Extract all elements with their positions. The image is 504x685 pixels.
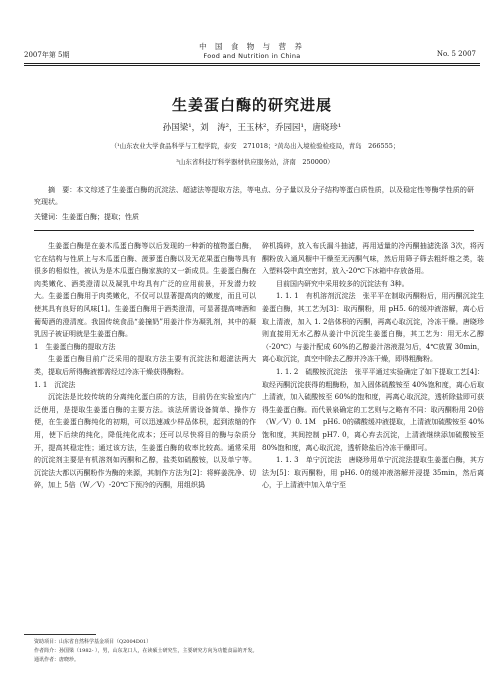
body-paragraph: 1. 1. 1 有机溶剂沉淀法 张平平在制取丙酮粉后，用丙酮沉淀生姜蛋白酶，其工艺为[3]：取丙酮粉，用 pH5. 6的缓冲液溶解，离心后取上清液，加入 1. 2倍体积的丙酮，再离心取沉淀，冷冻干燥。唐晓珍则直接用无水乙醇从姜汁中沉淀生姜蛋白酶，其工艺为：用无水乙醇（-20℃）与姜汁配成 60%的乙醇姜汁溶液混匀后，4℃放置 30min，离心取沉淀，真空中除去乙醇并冷冻干燥，即得粗酶粉。 [262, 292, 484, 364]
journal-title-cn: 中 国 食 物 与 营 养 [199, 42, 305, 51]
keywords: 关键词：生姜蛋白酶；提取；性质 [34, 213, 139, 221]
body-paragraph: 碎机捣碎，放入布氏漏斗抽滤，再用适量的冷丙酮抽滤洗涤 3次，将丙酮粉放入通风橱中干燥至无丙酮气味，然后用筛子筛去粗纤维之类，装入塑料袋中真空密封，放入-20℃下冰箱中存放备用。 [262, 242, 484, 276]
section-heading: 1. 1 沉淀法 [34, 380, 76, 389]
right-column [262, 240, 484, 492]
paper-title: 生姜蛋白酶的研究进展 [171, 96, 332, 114]
section-heading: 1 生姜蛋白酶的提取方法 [34, 342, 116, 351]
issue-label: 2007年第 5期 [24, 51, 70, 59]
affiliation-line-2: ³山东省科技厅科学器材供应服务站，济南 250000） [176, 158, 334, 166]
footnote-author-bio: 作者简介：孙国梁（1982- ），男，山东龙口人，在读硕士研究生，主要研究方向为功能食品的开发。 [34, 648, 258, 654]
footnote-rule [24, 634, 96, 635]
abstract-rule [34, 230, 474, 231]
body-paragraph: 目前国内研究中采用较多的沉淀法有 3种。 [276, 279, 409, 288]
left-column [34, 240, 256, 492]
affiliation-line-1: （¹山东农业大学食品科学与工程学院，泰安 271018；²黄岛出入境检验检疫局，青岛 266555； [110, 142, 400, 150]
header-rule [24, 63, 480, 64]
body-paragraph: 1. 1. 2 硫酸铵沉淀法 张平平通过实验确定了如下提取工艺[4]：取经丙酮沉淀获得的粗酶粉，加入固体硫酸铵至 40%饱和度，离心后取上清液，加入硫酸铵至 60%的饱和度，再离心取沉淀，透析除盐即可获得生姜蛋白酶。而代景泉确定的工艺则与之略有不同：取丙酮粉用 20倍（W／V）0. 1M pH6. 0的磷酸缓冲液提取，上清液加硫酸铵至 40%饱和度，其间控制 pH7. 0，离心弃去沉淀，上清液继续添加硫酸铵至 80%饱和度，离心取沉淀，透析除盐后冷冻干燥即可。 [262, 367, 484, 452]
body-paragraph: 1. 1. 3 单宁沉淀法 唐晓珍用单宁沉淀法提取生姜蛋白酶，其方法为[5]：取丙酮粉，用 pH6. 0的缓冲液溶解并浸提 35min，然后离心，于上清液中加入单宁至 [262, 456, 484, 490]
body-paragraph: 生姜蛋白酶是在姜木瓜蛋白酶等以后发现的一种新的植物蛋白酶，它在结构与性质上与木瓜蛋白酶、菠萝蛋白酶以及无花果蛋白酶等具有很多的相似性，被认为是木瓜蛋白酶家族的又一新成员。生姜蛋白酶在肉类嫩化、酒类澄清以及凝乳中均具有广泛的应用前景，开发潜力较大。生姜蛋白酶用于肉类嫩化，不仅可以显著提高肉的嫩度，而且可以使其具有良好的风味[1]。生姜蛋白酶用于酒类澄清，可显著提高啤酒和葡萄酒的澄清度。我国传统食品“姜撞奶”用姜汁作为凝乳剂，其中的凝乳因子被证明就是生姜蛋白酶。 [34, 242, 256, 339]
body-paragraph: 沉淀法是比较传统的分离纯化蛋白质的方法，目前仍在实验室内广泛使用，是提取生姜蛋白酶的主要方法。该法所需设备简单、操作方便，在生姜蛋白酶纯化的初期，可以迅速减少样品体积，起到浓缩的作用，使下后续的纯化，降低纯化成本；还可以尽快将目的酶与杂质分开，提高其稳定性；通过该方法，生姜蛋白酶的收率比较高。通常采用的沉淀剂主要是有机溶剂如丙酮和乙醇，盐类如硫酸铵，以及单宁等。沉淀法大都以丙酮粉作为酶的来源，其制作方法为[2]：将鲜姜洗净、切碎，加上 5倍（W／V）-20℃下预冷的丙酮，用组织捣 [34, 393, 256, 490]
abstract: 摘 要：本文综述了生姜蛋白酶的沉淀法、超滤法等提取方法，等电点、分子量以及分子结构等蛋白质性质，以及稳定性等酶学性质的研究现状。 [34, 186, 474, 206]
journal-title-en: Food and Nutrition in China [203, 52, 301, 60]
issue-number: No. 5 2007 [436, 50, 476, 58]
header-rule-thin [24, 65, 480, 66]
footnote-corresponding: 通讯作者：唐晓珍。 [34, 657, 80, 663]
author-list: 孙国梁¹，刘 涛²，王玉林²，乔园园¹，唐晓珍¹ [162, 123, 342, 133]
body-paragraph: 生姜蛋白酶目前广泛采用的提取方法主要有沉淀法和超滤法两大类，提取后所得酶液都需经过冷冻干燥获得酶粉。 [34, 355, 256, 376]
footnote-funding: 资助项目：山东省自然科学基金项目（Q2004D01） [34, 639, 152, 645]
